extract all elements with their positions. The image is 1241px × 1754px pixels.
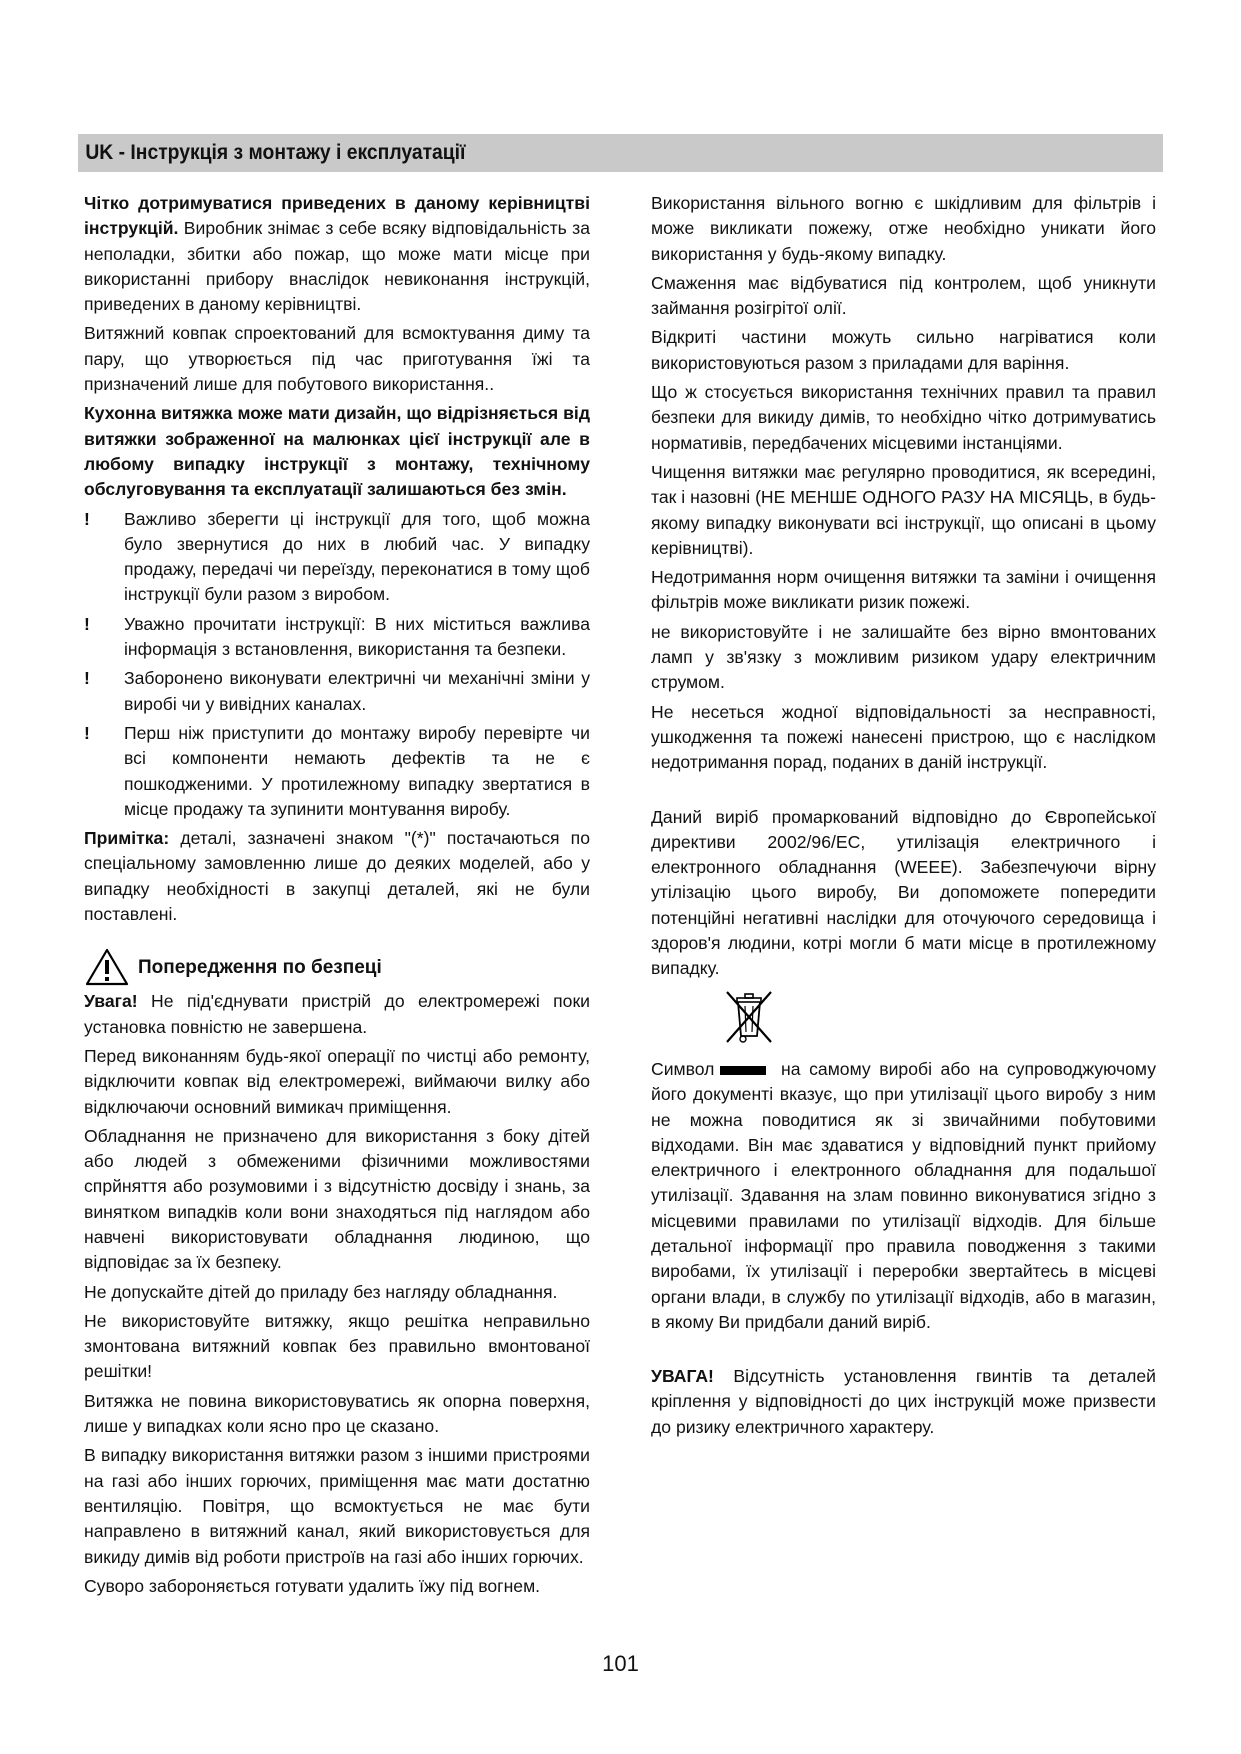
usage-paragraph: Не несеться жодної відповідальності за несправності, ушкодження та пожежі нанесені пристрою, що є наслідком недотримання порад, поданих в даній інструкції. bbox=[651, 701, 1156, 773]
weee-paragraph: Даний виріб промаркований відповідно до Європейської директиви 2002/96/EC, утилізація електричного і електронного обладнання (WEEE). Забезпечуючи вірну утілізацію цього виробу, Ви допоможете попередити потенційні негативні наслідки для оточуючого середовища і здоров'я людини, котрі могли б мати місце в протилежному випадку. bbox=[651, 806, 1156, 979]
crossed-bin-icon bbox=[719, 988, 779, 1046]
exclamation-mark: ! bbox=[84, 508, 90, 529]
intro-bold: Чітко дотримуватися приведених в даному керівництві інструкцій. bbox=[84, 193, 590, 239]
safety-paragraph: Не допускайте дітей до приладу без нагляду обладнання. bbox=[84, 1281, 558, 1302]
usage-paragraph: не використовуйте і не залишайте без вірно вмонтованих ламп у зв'язку з можливим ризиком удару електричним струмом. bbox=[651, 621, 1156, 693]
spacer bbox=[651, 1339, 1156, 1364]
bullet-item: ! Перш ніж приступити до монтажу виробу перевірте чи всі компоненти немають дефектів та не є пошкодженими. У протилежному випадку звертатися в місце продажу та зупинити монтування виробу. bbox=[84, 721, 590, 822]
usage-paragraph: Використання вільного вогню є шкідливим для фільтрів і може викликати пожежу, отже необхідно уникати його використання у будь-якому випадку. bbox=[651, 193, 1156, 264]
left-column bbox=[84, 191, 590, 1603]
usage-paragraph: Недотримання норм очищення витяжки та заміни і очищення фільтрів може викликати ризик пожежі. bbox=[651, 567, 1156, 613]
bullet-item: ! Заборонено виконувати електричні чи механічні зміни у виробі чи у вивідних каналах. bbox=[84, 666, 590, 717]
note-paragraph: Примітка: деталі, зазначені знаком "(*)" постачаються по спеціальному замовленню лише до деяких моделей, або у випадку необхідності в закупці деталей, які не були поставлені. bbox=[84, 828, 590, 925]
purpose-paragraph: Витяжний ковпак спроектований для всмоктування диму та пару, що утворюється під час приготування їжі та призначений лише для побутового використання.. bbox=[84, 323, 590, 395]
page-title: UK - Інструкція з монтажу і експлуатації bbox=[85, 141, 466, 164]
design-note-paragraph: Кухонна витяжка може мати дизайн, що відрізняється від витяжки зображенної на малюнках цієї інструкції але в любому випадку інструкції з монтажу, технічному обслуговування та експлуатації залишаються без змін. bbox=[84, 403, 590, 500]
safety-paragraph: Витяжка не повина використовуватись як опорна поверхня, лише у випадках коли ясно про це сказано. bbox=[84, 1390, 590, 1437]
exclamation-mark: ! bbox=[84, 668, 90, 689]
section-header bbox=[78, 134, 1163, 172]
usage-paragraph: Чищення витяжки має регулярно проводитися, як всередині, так і назовні (НЕ МЕНШЕ ОДНОГО РАЗУ НА МІСЯЦЬ, в будь-якому випадку виконувати всі інструкції, що описані в цьому керівництві). bbox=[651, 461, 1156, 558]
safety-paragraph: Обладнання не призначено для використання з боку дітей або людей з обмеженими фізичними можливостями спрйняття або розумовими і з відсутністю досвіду і знань, за винятком випадків коли вони знаходяться під наглядом або навчені використовувати обладнання людиною, що відповідає за їх безпеку. bbox=[84, 1125, 590, 1273]
black-bar-symbol bbox=[720, 1066, 766, 1075]
attention-paragraph: Увага! Не під'єднувати пристрій до електромережі поки установка повністю не завершена. bbox=[84, 991, 590, 1037]
usage-paragraph: Відкриті частини можуть сильно нагріватися коли використовуються разом з приладами для варіння. bbox=[651, 327, 1156, 373]
safety-heading bbox=[84, 947, 590, 987]
safety-paragraph: В випадку використання витяжки разом з іншими пристроями на газі або інших горючих, приміщення має мати достатню вентиляцію. Повітря, що всмоктується не має бути направлено в витяжний канал, який використовується для викиду димів від роботи пристроїв на газі або інших горючих. bbox=[84, 1445, 590, 1567]
bullet-item: ! Уважно прочитати інструкції: В них міститься важлива інформація з встановлення, використання та безпеки. bbox=[84, 612, 590, 663]
final-warning-paragraph: УВАГА! Відсутність установлення гвинтів та деталей кріплення у відповідності до цих інструкцій може призвести до ризику електричного характеру. bbox=[651, 1366, 1156, 1437]
safety-paragraph: Суворо забороняється готувати удалить їжу під вогнем. bbox=[84, 1575, 541, 1596]
symbol-paragraph: Символ на самому виробі або на супроводжуючому його документі вказує, що при утилізації цього виробу з ним не можна поводитися як зі звичайними побутовими відходами. Він має здаватися у відповідний пункт прийому електричного і електронного обладнання для подальшої утилізації. Здавання на злам повинно виконуватися згідно з місцевими правилами по утилізації відходів. Для більше детальної інформації про правила поводження з такими виробами, їх утилізації і переробки звертайтесь в місцеві органи влади, в службу по утилізації відходів, або в магазин, в якому Ви придбали даний виріб. bbox=[651, 1058, 1156, 1332]
warning-triangle-icon bbox=[84, 947, 130, 987]
bullet-item: ! Важливо зберегти ці інструкції для того, щоб можна було звернутися до них в любий час. У випадку продажу, передачі чи переїзду, переконатися в тому щоб інструкції були разом з виробом. bbox=[84, 507, 590, 608]
usage-paragraph: Що ж стосується використання технічних правил та правил безпеки для викиду димів, то необхідно чітко дотримуватись нормативів, передбачених місцевими інстанціями. bbox=[651, 382, 1156, 453]
safety-paragraph: Перед виконанням будь-якої операції по чистці або ремонту, відключити ковпак від електромережі, виймаючи вилку або відключаючи основний вимикач приміщення. bbox=[84, 1045, 590, 1117]
safety-paragraph: Не використовуйте витяжку, якщо решітка неправильно змонтована витяжний ковпак без правильно вмонтованої решітки! bbox=[84, 1310, 590, 1382]
usage-paragraph: Смаження має відбуватися під контролем, щоб уникнути займання розігрітої олії. bbox=[651, 272, 1156, 319]
intro-paragraph: Чітко дотримуватися приведених в даному керівництві інструкцій. Виробник знімає з себе всяку відповідальність за неполадки, збитки або пожар, що може мати місце при використанні прибору внаслідок невиконання інструкцій, приведених в даному керівництві. bbox=[84, 193, 590, 315]
page-number: 101 bbox=[602, 1651, 639, 1676]
exclamation-mark: ! bbox=[84, 613, 90, 634]
right-column bbox=[651, 191, 1156, 1444]
exclamation-mark: ! bbox=[84, 722, 90, 743]
spacer bbox=[651, 780, 1156, 805]
safety-title: Попередження по безпеці bbox=[138, 956, 382, 978]
